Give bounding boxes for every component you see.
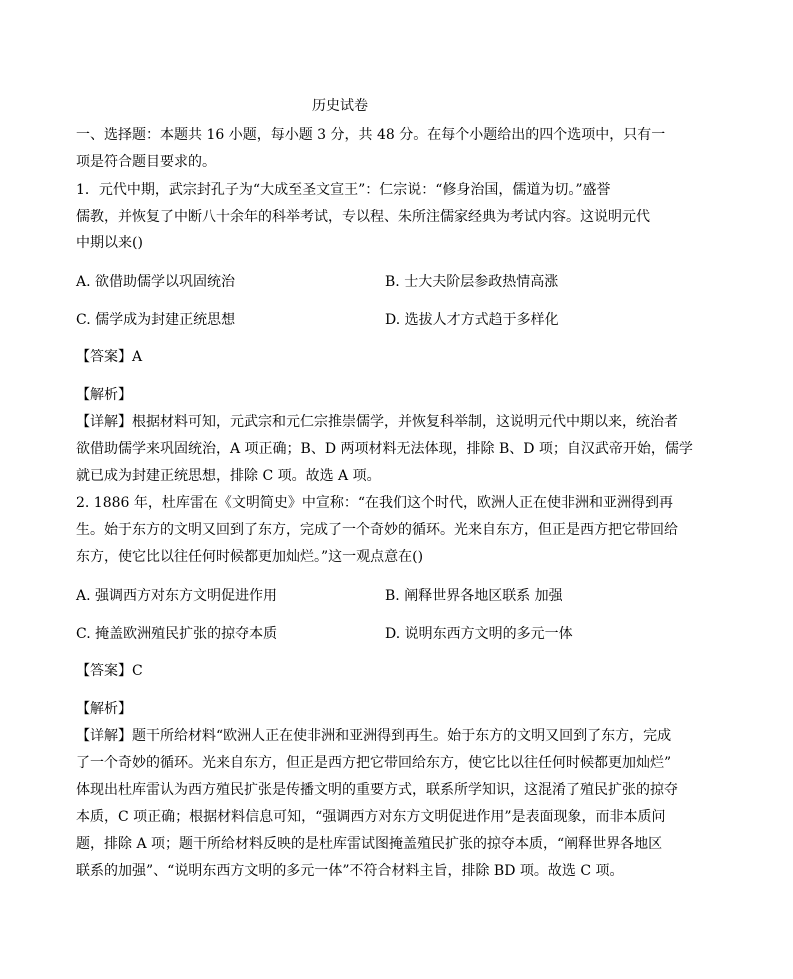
question-stem-line: 生。始于东方的文明又回到了东方，完成了一个奇妙的循环。光来自东方，但正是西方把它带回给: [76, 522, 678, 538]
q1-option-d: D. 选拔人才方式趋于多样化: [385, 312, 559, 328]
q2-detail-line: 题，排除 A 项；题干所给材料反映的是杜库雷试图掩盖殖民扩张的掠夺本质，“阐释世界各地区: [76, 836, 663, 852]
q1-detail-line: 欲借助儒学来巩固统治，A 项正确；B、D 两项材料无法体现，排除 B、D 项；自汉武帝开始，儒学: [76, 441, 693, 457]
q1-option-c: C. 儒学成为封建正统思想: [76, 312, 236, 328]
q1-detail-line: 就已成为封建正统思想，排除 C 项。故选 A 项。: [76, 468, 381, 484]
section-instruction-line: 一、选择题：本题共 16 小题，每小题 3 分，共 48 分。在每个小题给出的四个选项中，只有一: [76, 127, 666, 143]
q2-detail-line: 了一个奇妙的循环。光来自东方，但正是西方把它带回给东方，使它比以往任何时候都更加灿烂”: [76, 755, 672, 771]
question-stem-line: 1．元代中期，武宗封孔子为“大成至圣文宣王”：仁宗说：“修身治国，儒道为切。”盛誉: [76, 182, 611, 198]
q2-option-c: C. 掩盖欧洲殖民扩张的掠夺本质: [76, 626, 278, 642]
q1-option-b: B. 士大夫阶层参政热情高涨: [385, 274, 559, 290]
question-stem-line: 儒教，并恢复了中断八十余年的科举考试，专以程、朱所注儒家经典为考试内容。这说明元代: [76, 209, 650, 225]
q2-answer: 【答案】C: [76, 663, 143, 679]
question-stem-line: 中期以来(): [76, 235, 143, 251]
q2-detail-line: 体现出杜库雷认为西方殖民扩张是传播文明的重要方式，联系所学知识，这混淆了殖民扩张的掠夺: [76, 782, 678, 798]
section-instruction-line: 项是符合题目要求的。: [76, 154, 216, 170]
q2-detail-line: 本质，C 项正确；根据材料信息可知，“强调西方对东方文明促进作用”是表面现象，而非本质问: [76, 809, 666, 825]
q2-option-a: A. 强调西方对东方文明促进作用: [76, 588, 278, 604]
q1-analysis-label: 【解析】: [76, 387, 132, 403]
q1-option-a: A. 欲借助儒学以巩固统治: [76, 274, 236, 290]
q1-answer: 【答案】A: [76, 349, 143, 365]
q2-detail-line: 联系的加强”、“说明东西方文明的多元一体”不符合材料主旨，排除 BD 项。故选 C 项。: [76, 863, 624, 879]
question-stem-line: 2. 1886 年，杜库雷在《文明简史》中宣称：“在我们这个时代，欧洲人正在使非洲和亚洲得到再: [76, 495, 674, 511]
q2-analysis-label: 【解析】: [76, 701, 132, 717]
exam-title: 历史试卷: [312, 98, 368, 114]
q2-option-b: B. 阐释世界各地区联系 加强: [385, 588, 563, 604]
q1-detail-line: 【详解】根据材料可知，元武宗和元仁宗推崇儒学，并恢复科举制，这说明元代中期以来，统治者: [76, 414, 678, 430]
q2-option-d: D. 说明东西方文明的多元一体: [385, 626, 573, 642]
q2-detail-line: 【详解】题干所给材料“欧洲人正在使非洲和亚洲得到再生。始于东方的文明又回到了东方，完成: [76, 728, 672, 744]
question-stem-line: 东方，使它比以往任何时候都更加灿烂。”这一观点意在(): [76, 549, 424, 565]
